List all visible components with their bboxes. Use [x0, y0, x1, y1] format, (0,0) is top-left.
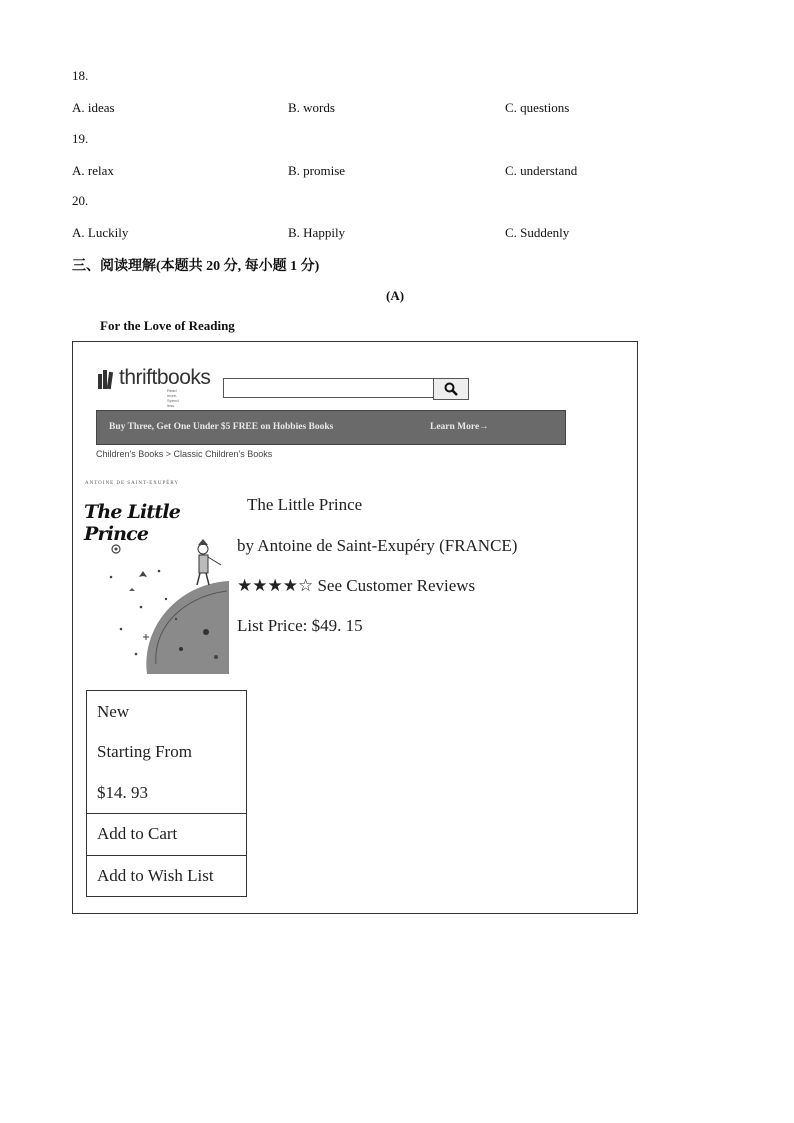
starting-price: $14. 93	[97, 783, 148, 802]
list-price: List Price: $49. 15	[237, 616, 363, 635]
search-icon	[444, 382, 458, 396]
rating-row	[237, 576, 475, 596]
passage-title: For the Love of Reading	[100, 318, 235, 333]
question-18-number: 18.	[72, 68, 89, 83]
website-panel	[72, 341, 638, 914]
banner-promo-text: Buy Three, Get One Under $5 FREE on Hobbies Books	[109, 422, 334, 432]
q19-option-c: C. understand	[505, 163, 578, 178]
section-heading: 三、阅读理解(本题共 20 分, 每小题 1 分)	[72, 259, 320, 274]
divider	[87, 855, 246, 856]
question-20-number: 20.	[72, 193, 89, 208]
starting-from-label: Starting From	[97, 742, 192, 761]
book-cover[interactable]	[81, 479, 231, 674]
question-19-number: 19.	[72, 131, 89, 146]
search-input[interactable]	[223, 378, 433, 398]
cover-title: The Little Prince	[84, 501, 181, 545]
breadcrumb[interactable]: Children's Books > Classic Children's Books	[96, 449, 273, 459]
passage-label: (A)	[386, 288, 405, 303]
promo-banner[interactable]	[96, 410, 566, 445]
q18-option-a: A. ideas	[72, 100, 115, 115]
learn-more-link[interactable]: Learn More→	[430, 422, 489, 432]
q19-option-a: A. relax	[72, 163, 114, 178]
logo-text: thriftbooks	[119, 366, 211, 389]
cover-author: ANTOINE DE SAINT-EXUPÉRY	[85, 481, 179, 486]
book-title[interactable]: The Little Prince	[247, 495, 363, 514]
logo-tagline: Read more. Spend less.	[167, 388, 179, 408]
add-to-cart-button[interactable]: Add to Cart	[97, 824, 178, 843]
condition-label: New	[97, 702, 130, 721]
q19-option-b: B. promise	[288, 163, 346, 178]
rating-stars-icon: ★★★★☆	[237, 576, 314, 595]
customer-reviews-link[interactable]: See Customer Reviews	[317, 576, 476, 595]
little-prince-illustration	[81, 479, 231, 674]
q18-option-b: B. words	[288, 100, 335, 115]
q20-option-a: A. Luckily	[72, 225, 129, 240]
add-to-wish-list-button[interactable]: Add to Wish List	[97, 866, 214, 885]
search-button[interactable]	[433, 378, 469, 400]
book-author: by Antoine de Saint-Exupéry (FRANCE)	[237, 536, 518, 555]
q20-option-b: B. Happily	[288, 225, 346, 240]
divider	[87, 813, 246, 814]
books-logo-icon	[97, 368, 119, 390]
purchase-box	[86, 690, 247, 897]
q18-option-c: C. questions	[505, 100, 570, 115]
q20-option-c: C. Suddenly	[505, 225, 570, 240]
